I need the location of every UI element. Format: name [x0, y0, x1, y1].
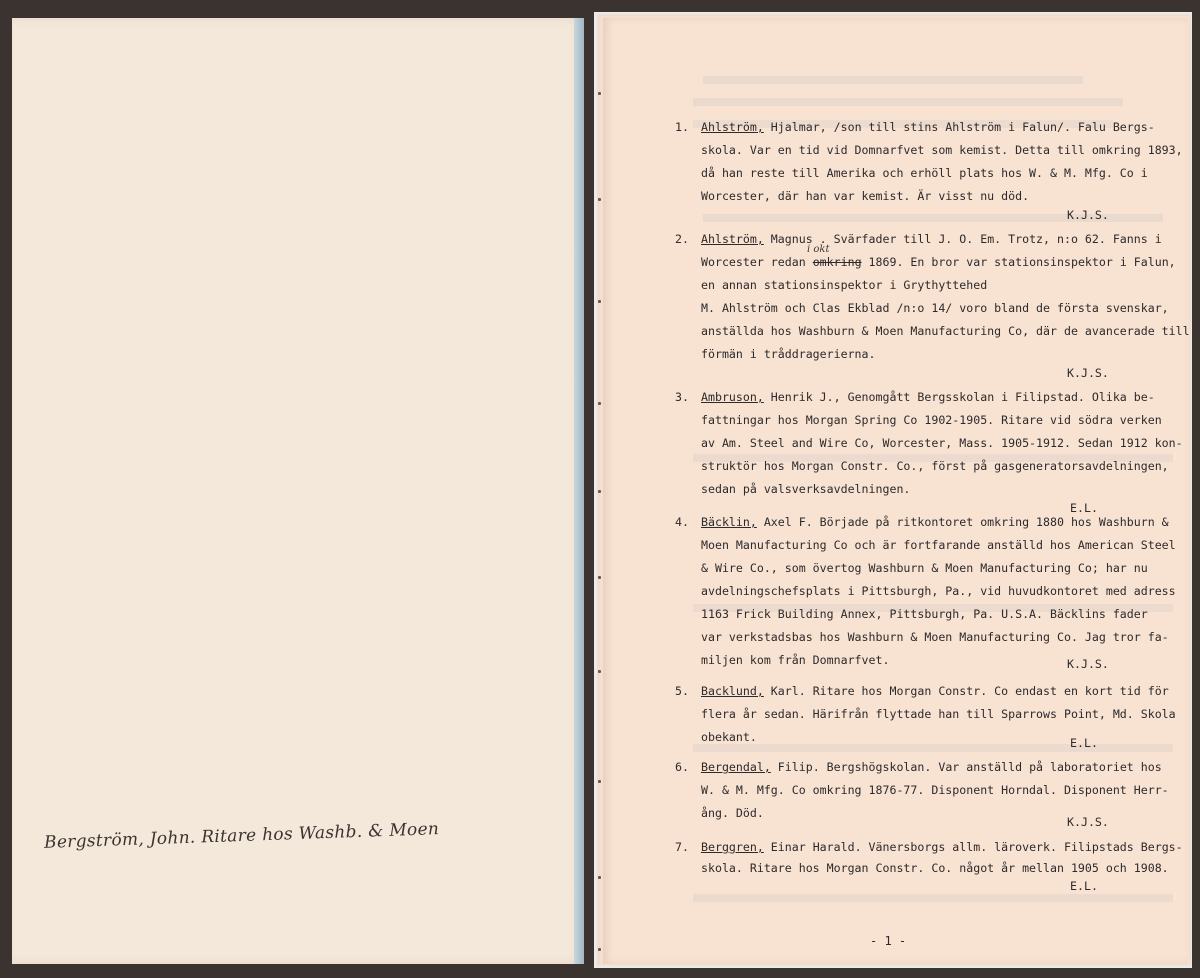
staple-mark: [598, 948, 601, 951]
staple-mark: [598, 670, 601, 673]
entry-line: & Wire Co., som övertog Washburn & Moen Manufacturing Co; har nu: [701, 561, 1148, 575]
bleed-through-mark: [693, 98, 1123, 106]
entry-line: Worcester redan: [701, 255, 813, 269]
entry-line: anställda hos Washburn & Moen Manufacturing Co, där de avancerade till: [701, 324, 1190, 338]
entry-line: miljen kom från Domnarfvet.: [701, 653, 890, 667]
entry-number: 6.: [675, 760, 689, 774]
entry-line: Axel F. Började på ritkontoret omkring 1880 hos Washburn &: [756, 515, 1169, 529]
entry-signature: K.J.S.: [1067, 366, 1109, 380]
entry-name: Bergendal,: [701, 760, 771, 774]
entry-number: 2.: [675, 232, 689, 246]
entry-line: förmän i tråddragerierna.: [701, 347, 876, 361]
entry-name: Berggren,: [701, 840, 764, 854]
entry-signature: E.L.: [1070, 879, 1098, 893]
staple-mark: [598, 402, 601, 405]
entry-name: Bäcklin,: [701, 515, 757, 529]
staple-mark: [598, 198, 601, 201]
entry-line: Karl. Ritare hos Morgan Constr. Co endast en kort tid för: [763, 684, 1169, 698]
entry-line: ång. Död.: [701, 806, 764, 820]
staple-mark: [598, 576, 601, 579]
entry-line: skola. Var en tid vid Domnarfvet som kemist. Detta till omkring 1893,: [701, 143, 1183, 157]
struck-text: omkring: [812, 255, 862, 269]
entry-signature: K.J.S.: [1067, 815, 1109, 829]
entry-number: 5.: [675, 684, 689, 698]
entry-number: 3.: [675, 390, 689, 404]
entry-signature: E.L.: [1070, 501, 1098, 515]
entry-line: skola. Ritare hos Morgan Constr. Co. något år mellan 1905 och 1908.: [701, 861, 1169, 875]
entry-line: då han reste till Amerika och erhöll plats hos W. & M. Mfg. Co i: [701, 166, 1148, 180]
entry-line: var verkstadsbas hos Washburn & Moen Manufacturing Co. Jag tror fa-: [701, 630, 1169, 644]
entry-line: en annan stationsinspektor i Grythyttehed: [701, 278, 988, 292]
entry-number: 1.: [675, 120, 689, 134]
entry-line: av Am. Steel and Wire Co, Worcester, Mass. 1905-1912. Sedan 1912 kon-: [701, 436, 1183, 450]
entry-line: struktör hos Morgan Constr. Co., först på gasgeneratorsavdelningen,: [701, 459, 1169, 473]
entry-signature: E.L.: [1070, 736, 1098, 750]
entry-number: 4.: [675, 515, 689, 529]
staple-mark: [598, 780, 601, 783]
handwritten-note: Bergström, John. Ritare hos Washb. & Moen: [43, 819, 440, 853]
entry-signature: K.J.S.: [1067, 657, 1109, 671]
staple-mark: [598, 92, 601, 95]
entry-line: Filip. Bergshögskolan. Var anställd på laboratoriet hos: [770, 760, 1162, 774]
entry-line: fattningar hos Morgan Spring Co 1902-1905. Ritare vid södra verken: [701, 413, 1162, 427]
entry-line: Hjalmar, /son till stins Ahlström i Falun/. Falu Bergs-: [763, 120, 1155, 134]
staple-mark: [598, 876, 601, 879]
staple-mark: [598, 300, 601, 303]
entry-line: obekant.: [701, 730, 757, 744]
entry-line: W. & M. Mfg. Co omkring 1876-77. Disponent Horndal. Disponent Herr-: [701, 783, 1169, 797]
left-page: [12, 18, 584, 964]
entry-line: avdelningschefsplats i Pittsburgh, Pa., vid huvudkontoret med adress: [701, 584, 1176, 598]
entry-line: 1163 Frick Building Annex, Pittsburgh, Pa. U.S.A. Bäcklins fader: [701, 607, 1148, 621]
entry-line: flera år sedan. Härifrån flyttade han till Sparrows Point, Md. Skola: [701, 707, 1176, 721]
entry-line: M. Ahlström och Clas Ekblad /n:o 14/ voro bland de första svenskar,: [701, 301, 1169, 315]
page-number: - 1 -: [870, 934, 907, 948]
staple-mark: [598, 490, 601, 493]
entry-line: Worcester, där han var kemist. Är visst nu död.: [701, 189, 1030, 203]
entry-name: Backlund,: [701, 684, 764, 698]
bleed-through-mark: [703, 76, 1083, 84]
entry-line: Magnus . Svärfader till J. O. Em. Trotz, n:o 62. Fanns i: [763, 232, 1162, 246]
handwritten-insert: i okt: [807, 244, 830, 255]
entry-signature: K.J.S.: [1067, 208, 1109, 222]
entry-line: sedan på valsverksavdelningen.: [701, 482, 911, 496]
entry-number: 7.: [675, 840, 689, 854]
entry-line: Einar Harald. Vänersborgs allm. läroverk. Filipstads Bergs-: [763, 840, 1183, 854]
entry-name: Ahlström,: [701, 232, 764, 246]
entry-line: Moen Manufacturing Co och är fortfarande anställd hos American Steel: [701, 538, 1176, 552]
bleed-through-mark: [693, 894, 1173, 902]
entry-line: 1869. En bror var stationsinspektor i Falun,: [861, 255, 1176, 269]
entry-name: Ambruson,: [701, 390, 764, 404]
bleed-through-mark: [693, 744, 1173, 752]
entry-line: Henrik J., Genomgått Bergsskolan i Filipstad. Olika be-: [763, 390, 1155, 404]
entry-name: Ahlström,: [701, 120, 764, 134]
left-page-edge: [574, 18, 584, 964]
